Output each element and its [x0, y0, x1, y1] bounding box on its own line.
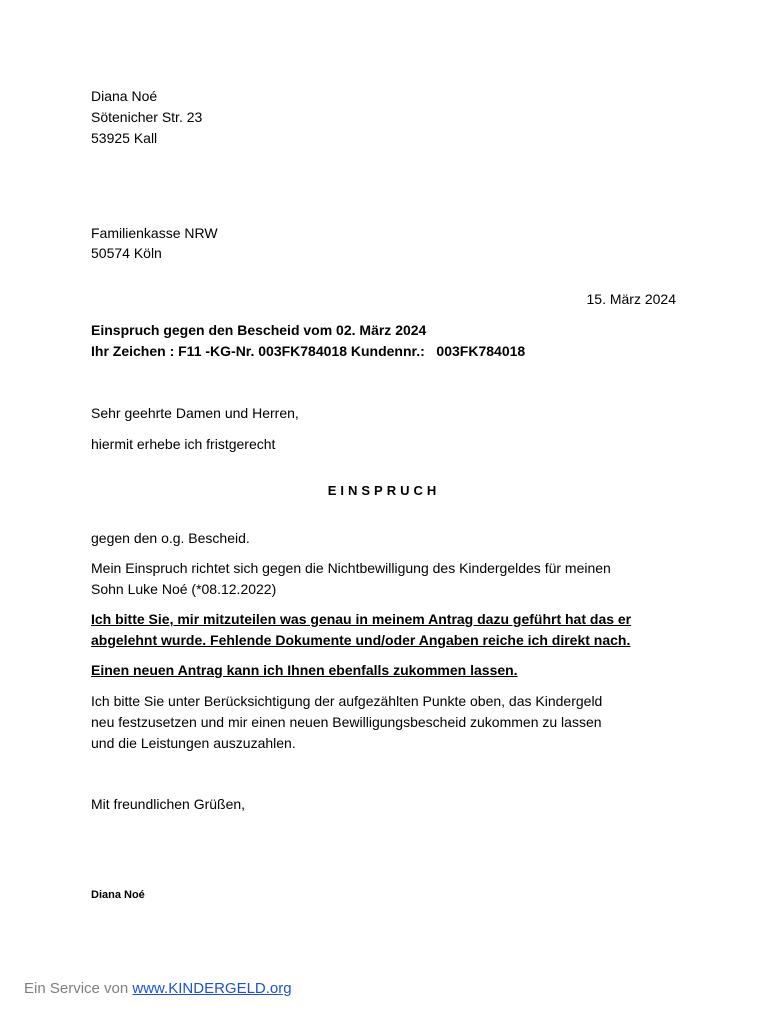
body-paragraph-4: Einen neuen Antrag kann ich Ihnen ebenfalls zukommen lassen. — [91, 662, 518, 678]
footer-prefix: Ein Service von — [24, 980, 129, 997]
body-paragraph-2-line-1: Mein Einspruch richtet sich gegen die Nichtbewilligung des Kindergeldes für meinen — [91, 560, 611, 576]
sender-city: 53925 Kall — [91, 130, 158, 146]
subject-line-2: Ihr Zeichen : F11 -KG-Nr. 003FK784018 Kundennr.: 003FK784018 — [91, 343, 526, 359]
recipient-name: Familienkasse NRW — [91, 225, 218, 241]
body-paragraph-1: gegen den o.g. Bescheid. — [91, 530, 250, 546]
closing: Mit freundlichen Grüßen, — [91, 796, 246, 812]
signature-name: Diana Noé — [91, 889, 145, 901]
recipient-city: 50574 Köln — [91, 245, 162, 261]
salutation: Sehr geehrte Damen und Herren, — [91, 405, 299, 421]
einspruch-heading: EINSPRUCH — [327, 483, 441, 498]
sender-street: Sötenicher Str. 23 — [91, 109, 203, 125]
body-paragraph-5-line-3: und die Leistungen auszuzahlen. — [91, 735, 296, 751]
sender-name: Diana Noé — [91, 88, 158, 104]
body-paragraph-5-line-2: neu festzusetzen und mir einen neuen Bewilligungsbescheid zukommen zu lassen — [91, 714, 602, 730]
body-paragraph-3-line-2: abgelehnt wurde. Fehlende Dokumente und/oder Angaben reiche ich direkt nach. — [91, 632, 631, 648]
footer — [24, 980, 292, 997]
subject-line-1: Einspruch gegen den Bescheid vom 02. März 2024 — [91, 322, 427, 338]
intro-text: hiermit erhebe ich fristgerecht — [91, 436, 276, 452]
footer-link[interactable]: www.KINDERGELD.org — [132, 980, 292, 997]
body-paragraph-5-line-1: Ich bitte Sie unter Berücksichtigung der aufgezählten Punkte oben, das Kindergeld — [91, 693, 603, 709]
body-paragraph-3-line-1: Ich bitte Sie, mir mitzuteilen was genau in meinem Antrag dazu geführt hat das er — [91, 611, 632, 627]
body-paragraph-2-line-2: Sohn Luke Noé (*08.12.2022) — [91, 581, 277, 597]
letter-date: 15. März 2024 — [586, 291, 676, 307]
